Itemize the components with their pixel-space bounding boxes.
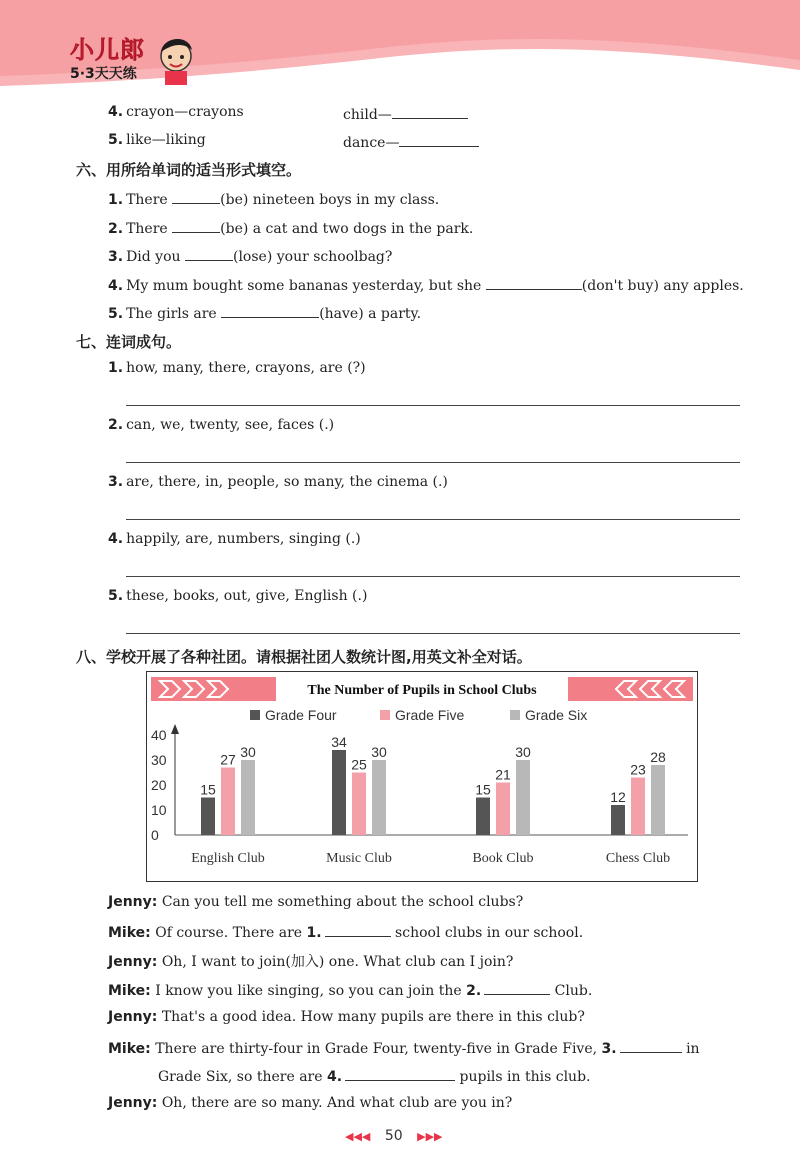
blank-number: 4. bbox=[326, 1069, 343, 1085]
answer-line[interactable] bbox=[126, 633, 740, 634]
pair-left: like—liking bbox=[126, 132, 206, 148]
sentence-item-1 bbox=[108, 360, 366, 376]
bar-value-label: 21 bbox=[495, 766, 511, 783]
answer-blank[interactable] bbox=[484, 980, 550, 995]
pair-row-4 bbox=[108, 104, 244, 120]
answer-blank[interactable] bbox=[172, 218, 220, 233]
bar-value-label: 27 bbox=[220, 751, 236, 768]
bar-value-label: 30 bbox=[515, 744, 531, 760]
bar bbox=[476, 798, 490, 836]
item-text: can, we, twenty, see, faces (.) bbox=[126, 417, 335, 433]
dialogue-text: Club. bbox=[554, 983, 593, 999]
item-number: 5. bbox=[108, 306, 124, 322]
dialogue-line-8 bbox=[108, 1095, 512, 1111]
section-8-title: 八、学校开展了各种社团。请根据社团人数统计图,用英文补全对话。 bbox=[76, 648, 532, 666]
fill-item-3 bbox=[108, 246, 392, 265]
chart-title: The Number of Pupils in School Clubs bbox=[307, 683, 537, 698]
answer-blank[interactable] bbox=[399, 132, 479, 147]
bar bbox=[611, 805, 625, 835]
dialogue-text: pupils in this club. bbox=[459, 1069, 591, 1085]
item-hint: (lose) your schoolbag? bbox=[232, 249, 393, 265]
y-tick-label: 20 bbox=[151, 777, 167, 793]
dialogue-text: in bbox=[686, 1041, 700, 1057]
speaker-name: Jenny: bbox=[108, 1009, 158, 1025]
logo-subtitle: 5·3天天练 bbox=[70, 66, 137, 82]
brand-logo bbox=[70, 30, 145, 83]
dialogue-text: I know you like singing, so you can join the bbox=[155, 983, 462, 999]
dialogue-line-1 bbox=[108, 894, 523, 910]
section-6-title: 六、用所给单词的适当形式填空。 bbox=[76, 161, 302, 179]
item-number: 5. bbox=[108, 132, 124, 148]
bar bbox=[332, 750, 346, 835]
bar-value-label: 30 bbox=[240, 744, 256, 760]
answer-line[interactable] bbox=[126, 462, 740, 463]
item-text: are, there, in, people, so many, the cinema (.) bbox=[126, 474, 448, 490]
item-text: these, books, out, give, English (.) bbox=[126, 588, 368, 604]
item-number: 4. bbox=[108, 104, 124, 120]
fill-item-5 bbox=[108, 303, 421, 322]
dialogue-line-3 bbox=[108, 951, 513, 971]
fill-item-1 bbox=[108, 189, 439, 208]
item-text: The girls are bbox=[126, 306, 217, 322]
item-number: 1. bbox=[108, 360, 124, 376]
dialogue-text: Of course. There are bbox=[155, 925, 303, 941]
y-tick-label: 10 bbox=[151, 802, 167, 818]
category-label: Music Club bbox=[326, 851, 392, 866]
dialogue-text: Grade Six, so there are bbox=[158, 1069, 323, 1085]
item-text: how, many, there, crayons, are (?) bbox=[126, 360, 366, 376]
item-text: There bbox=[126, 192, 168, 208]
answer-blank[interactable] bbox=[620, 1038, 682, 1053]
blank-number: 2. bbox=[466, 983, 482, 999]
bar bbox=[221, 768, 235, 836]
answer-blank[interactable] bbox=[345, 1066, 455, 1081]
category-label: English Club bbox=[191, 851, 265, 866]
item-text: happily, are, numbers, singing (.) bbox=[126, 531, 361, 547]
legend-swatch bbox=[510, 710, 520, 720]
answer-blank[interactable] bbox=[325, 922, 391, 937]
item-number: 2. bbox=[108, 221, 124, 237]
pair-right: child— bbox=[343, 107, 392, 123]
dialogue-line-7 bbox=[158, 1066, 590, 1085]
sentence-item-4 bbox=[108, 531, 361, 547]
fill-item-4 bbox=[108, 275, 744, 294]
fill-item-2 bbox=[108, 218, 473, 237]
bar-value-label: 15 bbox=[475, 781, 491, 798]
bar bbox=[352, 773, 366, 836]
item-number: 2. bbox=[108, 417, 124, 433]
speaker-name: Mike: bbox=[108, 983, 151, 999]
bar bbox=[631, 778, 645, 836]
bar bbox=[372, 760, 386, 835]
mascot-icon bbox=[155, 30, 197, 86]
category-label: Book Club bbox=[472, 851, 534, 866]
dialogue-line-4 bbox=[108, 980, 592, 999]
bar-value-label: 15 bbox=[200, 781, 216, 798]
dialogue-text: Oh, I want to join(加入) one. What club can I join? bbox=[161, 954, 514, 970]
bar bbox=[651, 765, 665, 835]
speaker-name: Mike: bbox=[108, 1041, 151, 1057]
sentence-item-3 bbox=[108, 474, 448, 490]
answer-blank[interactable] bbox=[221, 303, 319, 318]
banner-arrows-right bbox=[616, 681, 684, 697]
section-7-title: 七、连词成句。 bbox=[76, 333, 182, 351]
page-footer bbox=[345, 1128, 465, 1144]
speaker-name: Jenny: bbox=[108, 954, 158, 970]
clubs-chart-svg bbox=[146, 671, 698, 882]
dialogue-text: Oh, there are so many. And what club are you in? bbox=[161, 1095, 513, 1111]
answer-line[interactable] bbox=[126, 405, 740, 406]
y-tick-label: 30 bbox=[151, 752, 167, 768]
dialogue-text: That's a good idea. How many pupils are there in this club? bbox=[161, 1009, 585, 1025]
y-tick-label: 40 bbox=[151, 727, 167, 743]
category-label: Chess Club bbox=[605, 851, 671, 866]
blank-number: 3. bbox=[601, 1041, 617, 1057]
bar-value-label: 30 bbox=[371, 744, 387, 760]
legend-swatch bbox=[380, 710, 390, 720]
answer-blank[interactable] bbox=[392, 104, 468, 119]
banner-arrows-left bbox=[160, 681, 228, 697]
bar bbox=[496, 783, 510, 836]
clubs-chart bbox=[146, 671, 698, 882]
logo-title: 小儿郎 bbox=[70, 36, 145, 64]
item-number: 3. bbox=[108, 474, 124, 490]
bar-value-label: 34 bbox=[331, 734, 347, 750]
speaker-name: Jenny: bbox=[108, 894, 158, 910]
bar bbox=[201, 798, 215, 836]
bar-value-label: 25 bbox=[351, 756, 367, 773]
answer-blank[interactable] bbox=[486, 275, 582, 290]
legend-label: Grade Five bbox=[395, 707, 465, 723]
item-text: Did you bbox=[126, 249, 181, 265]
item-hint: (be) a cat and two dogs in the park. bbox=[220, 221, 474, 237]
bar bbox=[516, 760, 530, 835]
sentence-item-5 bbox=[108, 588, 367, 604]
answer-line[interactable] bbox=[126, 576, 740, 577]
legend-label: Grade Six bbox=[525, 707, 588, 723]
dialogue-line-6 bbox=[108, 1038, 700, 1057]
item-number: 1. bbox=[108, 192, 124, 208]
item-number: 3. bbox=[108, 249, 124, 265]
y-tick-label: 0 bbox=[151, 827, 159, 843]
item-number: 4. bbox=[108, 531, 124, 547]
pair-answer-row-5 bbox=[343, 132, 479, 151]
legend-label: Grade Four bbox=[265, 707, 337, 723]
page-number: 50 bbox=[384, 1128, 403, 1144]
prev-arrows-icon: ◀◀◀ bbox=[345, 1130, 371, 1143]
blank-number: 1. bbox=[306, 925, 322, 941]
bar-value-label: 12 bbox=[610, 789, 626, 805]
speaker-name: Mike: bbox=[108, 925, 151, 941]
item-text: There bbox=[126, 221, 168, 237]
dialogue-line-5 bbox=[108, 1009, 585, 1025]
answer-blank[interactable] bbox=[185, 246, 233, 261]
answer-line[interactable] bbox=[126, 519, 740, 520]
dialogue-text: school clubs in our school. bbox=[395, 925, 584, 941]
bar-value-label: 23 bbox=[630, 761, 646, 778]
item-number: 5. bbox=[108, 588, 124, 604]
dialogue-text: Can you tell me something about the school clubs? bbox=[161, 894, 524, 910]
item-hint: (have) a party. bbox=[319, 306, 422, 322]
pair-right: dance— bbox=[343, 135, 400, 151]
bar bbox=[241, 760, 255, 835]
answer-blank[interactable] bbox=[172, 189, 220, 204]
bar-value-label: 28 bbox=[650, 749, 666, 765]
dialogue-text: There are thirty-four in Grade Four, twenty-five in Grade Five, bbox=[155, 1041, 598, 1057]
pair-left: crayon—crayons bbox=[126, 104, 244, 120]
sentence-item-2 bbox=[108, 417, 334, 433]
speaker-name: Jenny: bbox=[108, 1095, 158, 1111]
item-hint: (don't buy) any apples. bbox=[581, 278, 744, 294]
legend-swatch bbox=[250, 710, 260, 720]
pair-answer-row-4 bbox=[343, 104, 468, 123]
item-hint: (be) nineteen boys in my class. bbox=[220, 192, 440, 208]
item-text: My mum bought some bananas yesterday, but she bbox=[126, 278, 482, 294]
item-number: 4. bbox=[108, 278, 124, 294]
pair-row-5 bbox=[108, 132, 206, 148]
chart-legend bbox=[250, 707, 587, 723]
next-arrows-icon: ▶▶▶ bbox=[417, 1130, 443, 1143]
dialogue-line-2 bbox=[108, 922, 583, 941]
